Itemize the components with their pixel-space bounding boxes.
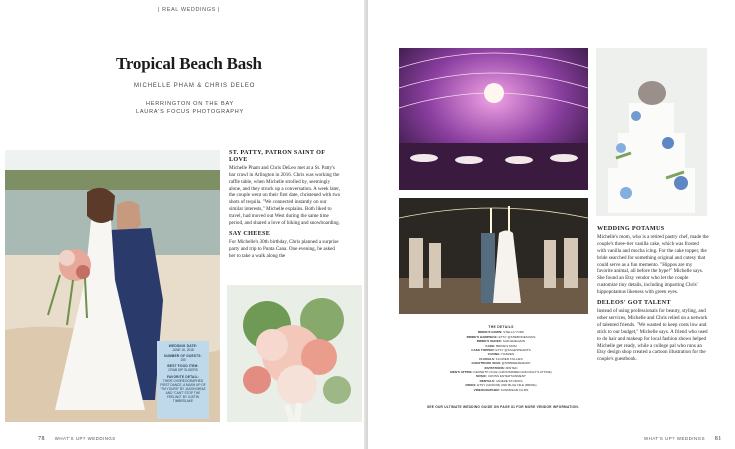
article-headline: Tropical Beach Bash	[116, 54, 262, 73]
reception-tent-photo	[399, 48, 588, 190]
vendor-label: RENTALS:	[479, 378, 496, 383]
section-body: For Michelle's 30th birthday, Chris planned a surprise party and trip to Punta Cana. One evening, he asked her to take a walk along the	[229, 238, 339, 259]
wedding-cake-photo	[596, 48, 707, 216]
vendor-label: RINGS:	[465, 383, 477, 388]
bouquet-photo	[227, 285, 362, 422]
vendor-value: CROSS ENTERTAINMENT	[488, 374, 526, 379]
vendor-value: SAM EDELMAN	[502, 339, 526, 344]
photographer-credit: LAURA'S FOCUS PHOTOGRAPHY	[135, 109, 245, 115]
right-folio	[644, 436, 730, 442]
page-number: 78	[38, 436, 45, 442]
vendor-value: HARZEN	[501, 352, 515, 357]
left-page	[0, 0, 366, 449]
vendor-value: SUNDREAM FILMS	[500, 387, 529, 392]
vendor-label: BRIDE'S SHOES:	[476, 339, 502, 344]
detail-value: CRAB DIP SLIDERS	[168, 368, 198, 373]
detail-value: THEIR CHOREOGRAPHED FIRST DANCE, A MASH UP OF "I'M YOURS" BY JASON MRAZ AND "CAN'T STOP THE FEELING" BY JUSTIN TIMBERLAKE	[160, 378, 206, 404]
venue-name: HERRINGTON ON THE BAY	[145, 101, 234, 107]
vendor-value: STELLA YORK	[503, 330, 525, 335]
vendor-label: INVITATIONS:	[484, 365, 505, 370]
section-body: Michelle Pham and Chris DeLeo met at a St. Patty's bar crawl in Arlington in 2016. Chris was working the raffle table, when Michelle strolled by, seemingly alone, and they struck up a conversation. A week later, the couple went on their first date, christened with two shots of tequila. "We connected instantly on our similar interests," Michelle explains. Both liked to travel, had moved out West during the same time period, and shared a love of hiking and snowboarding.	[229, 164, 341, 227]
vendor-value: @SHBREEZEMARK	[501, 361, 531, 366]
vendor-value: KENNETH COLE (GROOMSMEN AND MALT'S ATTIRE)	[473, 370, 552, 375]
detail-label: BEST FOOD ITEM:	[167, 364, 199, 369]
article-column-left	[229, 150, 341, 264]
vendor-label: CAKE TOPPER:	[471, 348, 495, 353]
wedding-details-box	[157, 341, 209, 419]
detail-value: 150	[180, 358, 186, 363]
vendor-label: FLORALS:	[479, 356, 495, 361]
vendor-value: FLOWER FOLLIES	[495, 356, 523, 361]
section-heading: SAY CHEESE	[229, 229, 271, 237]
vendors-title: THE DETAILS	[488, 325, 514, 329]
right-page	[368, 0, 735, 449]
vendor-value: ETSY @SHEBODESIGNS	[498, 334, 536, 339]
venue-credits	[120, 100, 260, 116]
vendor-row	[431, 388, 571, 392]
couple-names: MICHELLE PHAM & CHRIS DELEO	[134, 83, 256, 89]
vendor-value: BRIDE'S MOM	[496, 343, 517, 348]
vendor-value: ETSY (GROOM) AND BLUE NILE (BRIDE)	[477, 383, 537, 388]
detail-label: FAVORITE DETAIL:	[166, 374, 200, 379]
vendor-guide-note: SEE OUR ULTIMATE WEDDING GUIDE ON PAGE 81 FOR MORE VENDOR INFORMATION.	[426, 405, 580, 409]
vendor-label: CAVING:	[487, 352, 501, 357]
vendor-value: MINTED	[505, 365, 518, 370]
detail-label: NUMBER OF GUESTS:	[164, 354, 202, 359]
vendor-label: BRIDE'S GOWN:	[477, 330, 503, 335]
vendor-label: BRIDE'S HAIRPIECE:	[466, 334, 498, 339]
sparkler-exit-photo	[399, 198, 588, 314]
vendor-label: MEN'S ATTIRE:	[450, 370, 473, 375]
vendor-value: JANEZE STUDIOS	[495, 378, 523, 383]
section-heading: ST. PATTY, PATRON SAINT OF LOVE	[229, 149, 326, 163]
left-folio	[30, 436, 116, 442]
section-body: Instead of using professionals for beauty, styling, and other services, Michelle and Chris relied on a network of talented friends. "We wanted to keep costs low and stick to our budget," Michelle says. A friend who used to do hair and makeup for local fashion shows helped Michelle get ready, while a college pal who runs an Etsy design shop created a cartoon illustration for the couple's guestbook.	[597, 307, 708, 363]
section-tag: | REAL WEDDINGS |	[158, 7, 221, 13]
article-column-right	[597, 226, 709, 367]
detail-label: WEDDING DATE:	[168, 344, 198, 348]
vendor-value: ETSY @SAGESHEARTS	[495, 348, 531, 353]
vendor-label: GUESTBOOK SIGN:	[471, 361, 501, 366]
publication-name: WHAT'S UP? WEDDINGS	[54, 436, 116, 441]
section-heading: WEDDING POTAMUS	[597, 225, 665, 232]
page-number: 81	[714, 436, 722, 442]
vendor-label: CAKE:	[485, 343, 496, 348]
vendor-details	[431, 325, 571, 392]
section-body: Michelle's mom, who is a retired pastry chef, made the couple's three-tier vanilla cake, which was frosted with vanilla and mocha icing. For the cake topper, the bride searched for something original and cutesy that could serve as a fun memento. "Hippos are my favorite animal, all before the hype!" Michelle says. She found an Etsy vendor who let the couple customize tiny details, including imparting Chris' hippopotamus likeness with green eyes.	[597, 233, 709, 296]
detail-value: JUNE 16, 2018	[172, 348, 194, 353]
vendor-label: VIDEOGRAPHER:	[473, 387, 500, 392]
vendor-label: MUSIC:	[476, 374, 488, 379]
publication-name: WHAT'S UP? WEDDINGS	[644, 436, 705, 441]
section-heading: DELEOS' GOT TALENT	[597, 299, 671, 307]
